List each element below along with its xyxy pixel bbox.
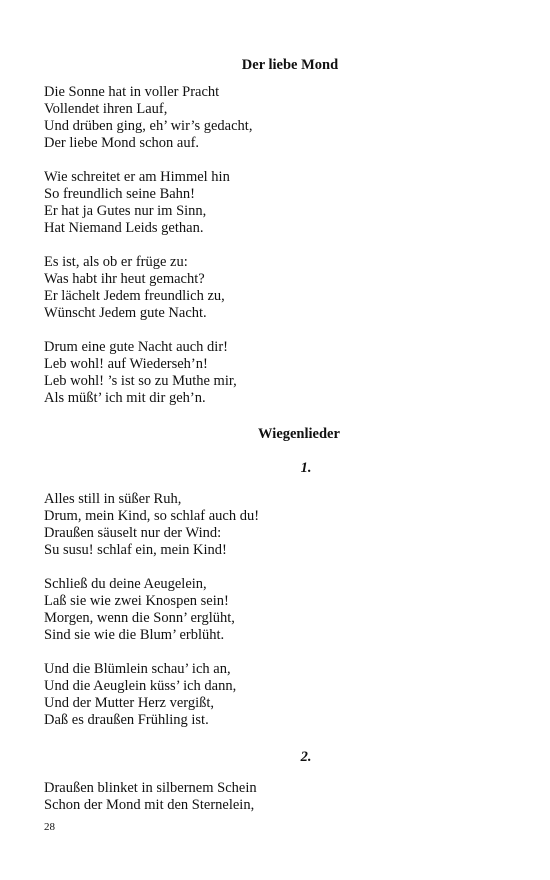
verse-line: Draußen blinket in silbernem Schein xyxy=(44,780,257,796)
verse-line: Und der Mutter Herz vergißt, xyxy=(44,695,215,711)
verse-line: Als müßt’ ich mit dir geh’n. xyxy=(44,390,206,406)
section-numeral: 1. xyxy=(300,460,312,476)
verse-line: Wünscht Jedem gute Nacht. xyxy=(44,305,207,321)
stanza xyxy=(44,254,514,322)
verse-line: Hat Niemand Leids gethan. xyxy=(44,220,204,236)
verse-line: Was habt ihr heut gemacht? xyxy=(44,271,205,287)
page-number: 28 xyxy=(44,821,55,833)
verse-line: Schließ du deine Aeugelein, xyxy=(44,576,207,592)
poem-title: Wiegenlieder xyxy=(258,426,340,442)
verse-line: Leb wohl! auf Wiederseh’n! xyxy=(44,356,208,372)
verse-line: Vollendet ihren Lauf, xyxy=(44,101,168,117)
verse-line: Er lächelt Jedem freundlich zu, xyxy=(44,288,225,304)
verse-line: Leb wohl! ’s ist so zu Muthe mir, xyxy=(44,373,237,389)
stanza xyxy=(44,780,514,814)
verse-line: Morgen, wenn die Sonn’ erglüht, xyxy=(44,610,235,626)
stanza xyxy=(44,576,514,644)
verse-line: Laß sie wie zwei Knospen sein! xyxy=(44,593,229,609)
verse-line: Und die Blümlein schau’ ich an, xyxy=(44,661,231,677)
verse-line: Und die Aeuglein küss’ ich dann, xyxy=(44,678,237,694)
verse-line: Wie schreitet er am Himmel hin xyxy=(44,169,230,185)
stanza xyxy=(44,339,514,407)
verse-line: Er hat ja Gutes nur im Sinn, xyxy=(44,203,207,219)
section-numeral: 2. xyxy=(300,749,312,765)
verse-line: Draußen säuselt nur der Wind: xyxy=(44,525,222,541)
verse-line: Sind sie wie die Blum’ erblüht. xyxy=(44,627,225,643)
verse-line: Su susu! schlaf ein, mein Kind! xyxy=(44,542,227,558)
verse-line: Drum, mein Kind, so schlaf auch du! xyxy=(44,508,260,524)
verse-line: Die Sonne hat in voller Pracht xyxy=(44,84,220,100)
poem-title: Der liebe Mond xyxy=(241,57,339,73)
stanza xyxy=(44,84,514,152)
stanza xyxy=(44,169,514,237)
verse-line: Schon der Mond mit den Sternelein, xyxy=(44,797,255,813)
stanza xyxy=(44,491,514,559)
verse-line: So freundlich seine Bahn! xyxy=(44,186,196,202)
stanza xyxy=(44,661,514,729)
verse-line: Drum eine gute Nacht auch dir! xyxy=(44,339,228,355)
verse-line: Alles still in süßer Ruh, xyxy=(44,491,182,507)
verse-line: Es ist, als ob er früge zu: xyxy=(44,254,188,270)
verse-line: Daß es draußen Frühling ist. xyxy=(44,712,209,728)
page-body xyxy=(44,54,514,814)
verse-line: Der liebe Mond schon auf. xyxy=(44,135,200,151)
verse-line: Und drüben ging, eh’ wir’s gedacht, xyxy=(44,118,253,134)
